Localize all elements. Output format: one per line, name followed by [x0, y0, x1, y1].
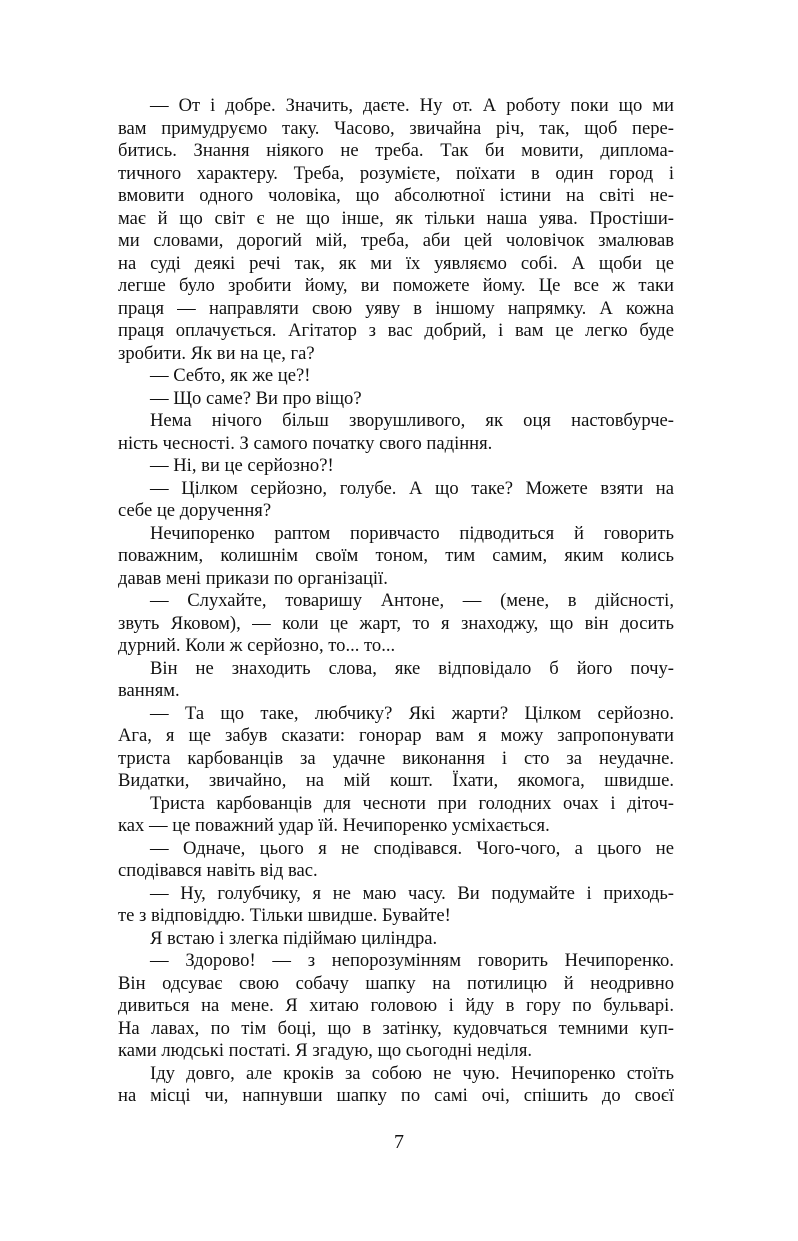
text-line: Я встаю і злегка підіймаю циліндра.	[150, 927, 438, 949]
text-line: ках — це поважний удар їй. Нечипоренко усміхається.	[118, 815, 550, 836]
text-line: вам примудруємо таку. Часово, звичайна річ, так, щоб пере-	[118, 117, 674, 139]
text-line: Нема нічого більш зворушливого, як оця настовбурче-	[150, 410, 674, 431]
text-line: — Слухайте, товаришу Антоне, — (мене, в дійсності,	[150, 590, 674, 611]
text-line: має й що світ є не що інше, як тільки наша уява. Простіши-	[118, 207, 674, 229]
text-line: Іду довго, але кроків за собою не чую. Нечипоренко стоїть	[150, 1062, 674, 1084]
text-line: дивиться на мене. Я хитаю головою і йду в гору по бульварі.	[118, 995, 674, 1016]
text-line: себе це доручення?	[118, 500, 272, 521]
text-line: вмовити одного чоловіка, що абсолютної істини на світі не-	[118, 185, 674, 206]
text-line: на суді деякі речі так, як ми їх уявляємо собі. А щоби це	[118, 252, 674, 274]
text-line: на місці чи, напнувши шапку по самі очі, спішить до своєї	[118, 1085, 674, 1106]
text-line: — Ні, ви це серйозно?!	[150, 455, 334, 476]
text-line: ми словами, дорогий мій, треба, аби цей чоловічок змалював	[118, 230, 674, 251]
text-line: — Себто, як же це?!	[150, 365, 311, 386]
text-line: Триста карбованців для чесноти при голодних очах і діточ-	[150, 792, 674, 814]
text-line: праця оплачується. Агітатор з вас добрий, і вам це легко буде	[118, 320, 674, 341]
text-line: — От і добре. Значить, даєте. Ну от. А роботу поки що ми	[150, 95, 674, 116]
text-line: На лавах, по тім боці, що в затінку, кудовчаться темними куп-	[118, 1017, 674, 1039]
page-number: 7	[394, 1131, 404, 1153]
text-line: тичного характеру. Треба, розумієте, поїхати в один город і	[118, 162, 674, 184]
text-line: легше було зробити йому, ви поможете йому. Це все ж таки	[118, 275, 674, 296]
text-line: те з відповіддю. Тільки швидше. Бувайте!	[118, 905, 451, 926]
text-line: поважним, колишнім своїм тоном, тим самим, яким колись	[118, 545, 674, 566]
text-line: ками людські постаті. Я згадую, що сьогодні неділя.	[118, 1040, 533, 1061]
text-line: — Що саме? Ви про віщо?	[150, 387, 362, 409]
text-line: звуть Яковом), — коли це жарт, то я знаходжу, що він досить	[118, 612, 674, 634]
text-line: Видатки, звичайно, на мій кошт. Їхати, якомога, швидше.	[118, 770, 674, 791]
text-line: ність чесності. З самого початку свого падіння.	[118, 432, 493, 454]
body-text	[118, 95, 674, 1108]
text-line: — Ну, голубчику, я не маю часу. Ви подумайте і приходь-	[150, 882, 674, 904]
text-line: Він не знаходить слова, яке відповідало б його почу-	[150, 657, 674, 679]
text-line: дурний. Коли ж серйозно, то... то...	[118, 635, 396, 656]
text-line: — Здорово! — з непорозумінням говорить Нечипоренко.	[150, 950, 674, 971]
text-line: Нечипоренко раптом поривчасто підводиться й говорить	[150, 522, 674, 544]
text-line: праця — направляти свою уяву в іншому напрямку. А кожна	[118, 297, 674, 319]
text-line: — Одначе, цього я не сподівався. Чого-чого, а цього не	[150, 837, 674, 859]
text-line: — Та що таке, любчику? Які жарти? Цілком серйозно.	[150, 702, 674, 724]
text-line: триста карбованців за удачне виконання і сто за неудачне.	[118, 747, 674, 769]
text-line: — Цілком серйозно, голубе. А що таке? Можете взяти на	[150, 477, 674, 499]
text-line: давав мені прикази по організації.	[118, 567, 388, 589]
text-line: битись. Знання ніякого не треба. Так би мовити, диплома-	[118, 140, 674, 161]
text-line: зробити. Як ви на це, га?	[118, 342, 315, 364]
text-line: Він одсуває свою собачу шапку на потилицю й неодривно	[118, 972, 674, 994]
text-line: Ага, я ще забув сказати: гонорар вам я можу запропонувати	[118, 725, 674, 746]
text-line: ванням.	[118, 680, 180, 701]
text-line: сподівався навіть від вас.	[118, 860, 318, 881]
